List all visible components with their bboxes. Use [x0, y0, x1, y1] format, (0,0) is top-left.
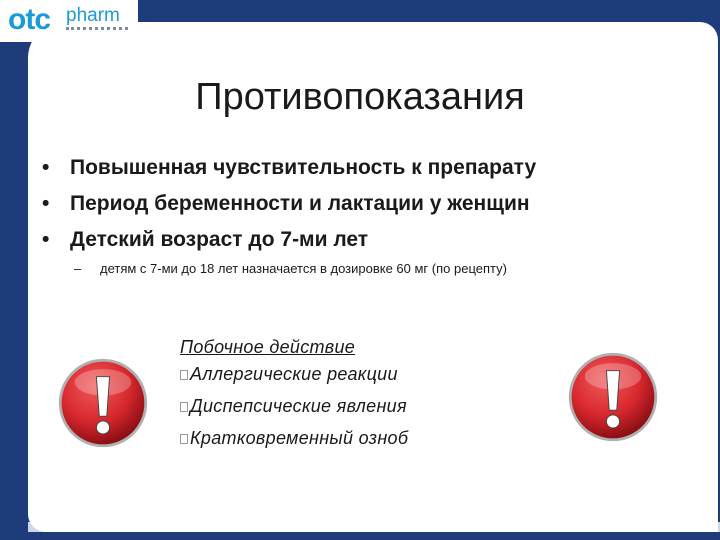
side-effects-heading: Побочное действие: [180, 337, 356, 357]
bullet-box: [180, 434, 188, 444]
sub-bullet-dash: –: [74, 261, 82, 276]
list-item-text: Детский возраст до 7-ми лет: [70, 228, 369, 251]
logo-otc-text: otc: [8, 3, 50, 36]
logo-underline: [66, 27, 128, 34]
list-item-text: Период беременности и лактации у женщин: [70, 192, 530, 215]
exclamation-warning-icon: [56, 356, 150, 450]
exclamation-warning-icon: [566, 350, 660, 444]
logo: [0, 0, 138, 42]
logo-pharm-text: pharm: [66, 5, 120, 26]
sub-list-item: [42, 258, 702, 280]
bullet-box: [180, 402, 188, 412]
side-effect-item: [180, 422, 500, 454]
side-effect-item: [180, 358, 500, 390]
side-effect-text: Кратковременный озноб: [190, 428, 409, 448]
sub-list-item-text: детям с 7-ми до 18 лет назначается в дозировке 60 мг (по рецепту): [100, 261, 507, 276]
side-effects-block: [180, 336, 500, 454]
bullet-box: [180, 370, 188, 380]
side-effect-item: [180, 390, 500, 422]
bullet-dot: •: [42, 156, 50, 179]
bullet-dot: •: [42, 228, 50, 251]
list-item-text: Повышенная чувствительность к препарату: [70, 156, 537, 179]
list-item: [42, 222, 702, 258]
slide-title: Противопоказания: [195, 76, 525, 118]
contraindications-list: [42, 150, 702, 280]
side-effect-text: Аллергические реакции: [190, 364, 398, 384]
bullet-dot: •: [42, 192, 50, 215]
list-item: [42, 150, 702, 186]
list-item: [42, 186, 702, 222]
side-effect-text: Диспепсические явления: [190, 396, 407, 416]
